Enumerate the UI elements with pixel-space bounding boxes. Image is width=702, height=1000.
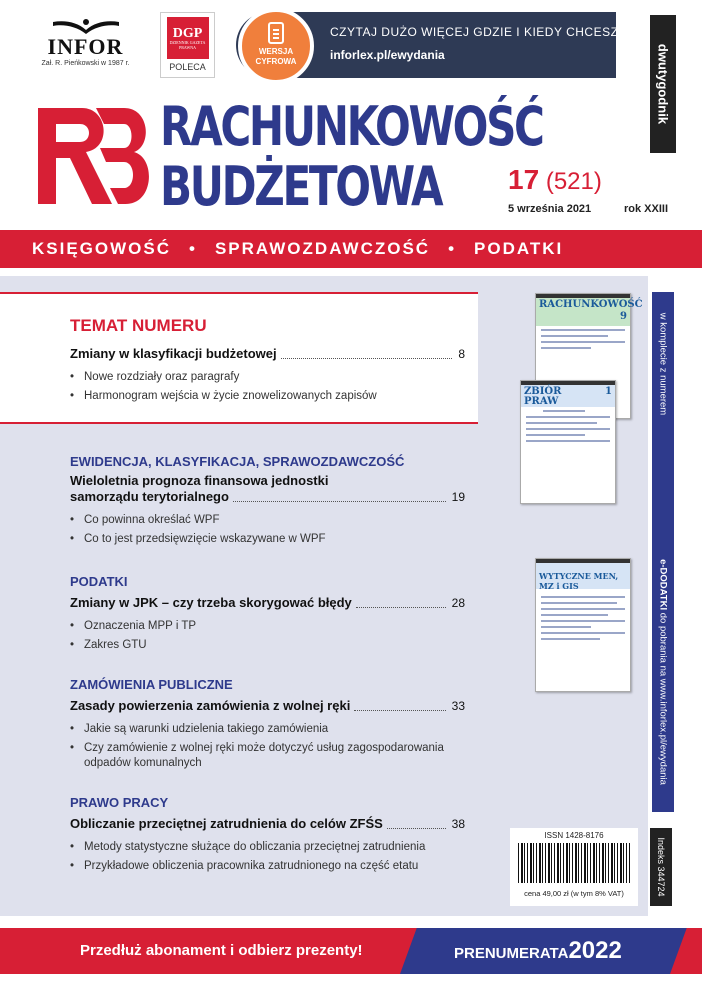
supplement-thumbnail-rachunkowosc[interactable]: RACHUNKOWOŚĆ 9 [535, 293, 631, 419]
publisher-name: INFOR [47, 34, 124, 59]
rb-logo-icon [30, 96, 155, 216]
featured-heading: TEMAT NUMERU [70, 316, 207, 335]
section-podatki [70, 574, 465, 657]
list-item: • Metody statystyczne służące do obliczania przeciętnej zatrudnienia [70, 840, 465, 855]
issue-number: 17 (521) [508, 164, 602, 195]
edodatki-label: e-DODATKI do pobrania na www.inforlex.pl/ewydania [657, 559, 669, 785]
magazine-title-line1: RACHUNKOWOŚĆ [160, 95, 543, 158]
category-bar [0, 230, 702, 268]
article-title-line1[interactable]: Wieloletnia prognoza finansowa jednostki [70, 473, 329, 488]
dgp-recommendation [160, 12, 215, 78]
tablet-icon [268, 22, 284, 44]
supplement-thumbnail-wytyczne[interactable]: WYTYCZNE MEN, MZ i GIS [535, 558, 631, 692]
subscription-label[interactable]: PRENUMERATA2022 [454, 937, 622, 964]
page-number: 28 [451, 596, 465, 610]
infor-logo [28, 18, 143, 80]
digital-banner-url[interactable]: inforlex.pl/ewydania [330, 48, 445, 62]
index-label: Indeks 344724 [650, 828, 672, 906]
digital-banner-text: CZYTAJ DUŻO WIĘCEJ GDZIE I KIEDY CHCESZ [330, 25, 619, 39]
dgp-logo: DGP DZIENNIK GAZETA PRAWNA [167, 17, 209, 59]
category-accounting: KSIĘGOWOŚĆ [32, 239, 172, 258]
list-item: • Co powinna określać WPF [70, 513, 465, 528]
list-item: • Oznaczenia MPP i TP [70, 619, 465, 634]
frequency-label: dwutygodnik [650, 15, 676, 153]
supplement-thumbnail-zbior-praw[interactable]: ZBIÓR PRAW 1 [520, 380, 616, 504]
issn: ISSN 1428-8176 [544, 831, 604, 840]
publisher-since: Zał. R. Pieńkowski w 1987 r. [41, 60, 130, 67]
issue-year: rok XXIII [624, 203, 669, 215]
page-number: 38 [451, 817, 465, 831]
in-set-label: w komplecie z numerem [657, 312, 669, 416]
list-item: • Przykładowe obliczenia pracownika zatrudnionego na część etatu [70, 859, 465, 874]
list-item: • Co to jest przedsięwzięcie wskazywane w WPF [70, 532, 465, 547]
footer-promo[interactable]: Przedłuż abonament i odbierz prezenty! [80, 942, 363, 959]
barcode-box [510, 828, 638, 906]
section-heading: EWIDENCJA, KLASYFIKACJA, SPRAWOZDAWCZOŚĆ [70, 454, 405, 469]
featured-section [70, 316, 465, 408]
list-item: • Jakie są warunki udzielenia takiego zamówienia [70, 722, 465, 737]
issue-date: 5 września 2021 [508, 203, 592, 215]
page-number: 8 [458, 347, 465, 361]
featured-article[interactable]: Zmiany w klasyfikacji budżetowej 8 [70, 346, 465, 361]
section-bullets [70, 513, 465, 547]
section-bullets [70, 619, 465, 653]
category-reporting: SPRAWOZDAWCZOŚĆ [214, 239, 431, 258]
digital-edition-badge[interactable]: WERSJA CYFROWA [238, 8, 314, 84]
section-bullets [70, 722, 465, 771]
category-taxes: PODATKI [474, 239, 564, 258]
dgp-recommends: POLECA [169, 62, 206, 72]
section-heading: ZAMÓWIENIA PUBLICZNE [70, 677, 233, 692]
article-wpf[interactable]: samorządu terytorialnego 19 [70, 489, 465, 504]
barcode-icon [518, 843, 630, 883]
page-number: 19 [451, 490, 465, 504]
category-separator: • [189, 239, 197, 258]
article-jpk[interactable]: Zmiany w JPK – czy trzeba skorygować błędy 28 [70, 595, 465, 610]
price: cena 49,00 zł (w tym 8% VAT) [524, 889, 624, 898]
section-prawo-pracy [70, 795, 465, 878]
supplements-strip [652, 292, 674, 812]
section-heading: PRAWO PRACY [70, 795, 169, 810]
list-item: • Nowe rozdziały oraz paragrafy [70, 370, 465, 385]
magazine-title-line2: BUDŻETOWA [160, 155, 442, 218]
section-heading: PODATKI [70, 574, 128, 589]
section-ewidencja [70, 454, 465, 551]
list-item: • Harmonogram wejścia w życie znowelizowanych zapisów [70, 389, 465, 404]
page-number: 33 [451, 699, 465, 713]
section-zamowienia [70, 677, 465, 775]
list-item: • Czy zamówienie z wolnej ręki może dotyczyć usług zagospodarowania odpadów komunalnych [70, 741, 465, 771]
list-item: • Zakres GTU [70, 638, 465, 653]
featured-bullets [70, 370, 465, 404]
article-zamowienie[interactable]: Zasady powierzenia zamówienia z wolnej ręki 33 [70, 698, 465, 713]
category-separator: • [448, 239, 457, 258]
section-bullets [70, 840, 465, 874]
article-zfss[interactable]: Obliczanie przeciętnej zatrudnienia do celów ZFŚS 38 [70, 816, 465, 831]
